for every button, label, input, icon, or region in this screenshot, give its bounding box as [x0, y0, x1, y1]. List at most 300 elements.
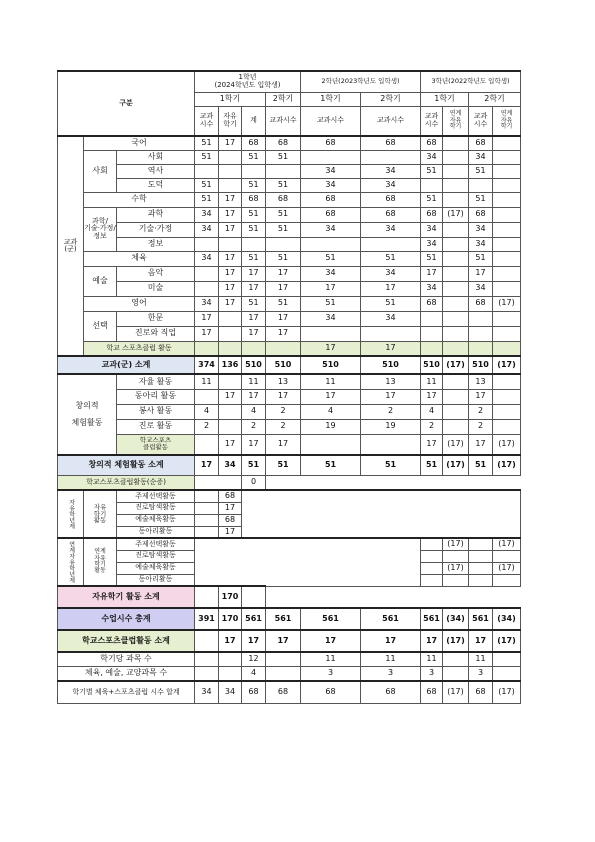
cell-club-subtotal-4: 17 [301, 630, 361, 652]
cell-jinro-1 [219, 419, 242, 434]
row-label-bongsa: 봉사 활동 [117, 404, 195, 419]
cell-career-2: 17 [242, 326, 266, 341]
cell-hanmun-0: 17 [195, 311, 219, 326]
cell-jinro-6: 2 [421, 419, 443, 434]
cell-gyogwa-subtotal-7: (17) [443, 356, 469, 374]
cell-korean-5: 68 [361, 136, 421, 150]
cell-gyogwa-subtotal-3: 510 [266, 356, 301, 374]
row-label-career: 진로와 직업 [117, 326, 195, 341]
group-arts: 예술 [84, 266, 117, 296]
cell-math-5: 68 [361, 192, 421, 207]
cell-jayu-art: 68 [219, 514, 242, 526]
row-label-jayu-subtotal: 자유학기 활동 소계 [58, 586, 195, 608]
cell-gyogwa-subtotal-4: 510 [301, 356, 361, 374]
cell-club-7 [443, 341, 469, 356]
cell-total-hours-5: 561 [361, 608, 421, 630]
row-label-subjects-per-sem: 학기당 과목 수 [58, 652, 195, 666]
cell-yeongye-art-s1: (17) [443, 562, 469, 574]
cell-career-1 [219, 326, 242, 341]
cell-club-subtotal-6: 17 [421, 630, 443, 652]
cell-hanmun-5: 34 [361, 311, 421, 326]
cell-subjects-per-sem-6: 11 [421, 652, 443, 666]
cell-english-5: 51 [361, 296, 421, 311]
cell-jayu-career: 17 [219, 502, 242, 514]
cell-pe-club-total-5: 68 [361, 681, 421, 703]
cell-science-3: 51 [266, 207, 301, 222]
cell-changui-subtotal-8: 51 [469, 455, 493, 475]
h-g3s2-gyogwa: 교과 시수 [469, 106, 493, 136]
row-label-pe-club-total: 학기별 체육+스포츠클럽 시수 합계 [58, 681, 195, 703]
row-label-english: 영어 [84, 296, 195, 311]
cell-subjects-per-sem-3 [266, 652, 301, 666]
cell-pe-art-count-0 [195, 666, 219, 681]
header-grade3: 3학년(2022학년도 입학생) [421, 71, 521, 92]
cell-changui-subtotal-9: (17) [493, 455, 521, 475]
cell-history-1 [219, 164, 242, 178]
cell-pe-8: 51 [469, 251, 493, 266]
cell-art-4: 17 [301, 281, 361, 296]
cell-jaeul-7 [443, 374, 469, 389]
row-label-jayu-art: 예술체육활동 [117, 514, 195, 526]
cell-bongsa-5: 2 [361, 404, 421, 419]
cell-english-3: 51 [266, 296, 301, 311]
g1-sem1: 1학기 [195, 92, 266, 106]
row-label-jinro: 진로 활동 [117, 419, 195, 434]
cell-club-subtotal-9: (17) [493, 630, 521, 652]
cell-subjects-per-sem-5: 11 [361, 652, 421, 666]
cell-yeongye-topic-s1: (17) [443, 538, 469, 550]
cell-pe-art-count-6: 3 [421, 666, 443, 681]
cell-social-2: 51 [242, 150, 266, 164]
cell-ethics-2: 51 [242, 178, 266, 192]
cell-gyogwa-subtotal-9: (17) [493, 356, 521, 374]
cell-social-6: 34 [421, 150, 443, 164]
group-gyogwa: 교과 (군) [58, 136, 84, 356]
cell-total-hours-9: (34) [493, 608, 521, 630]
cell-history-7 [443, 164, 469, 178]
cell-ethics-4: 34 [301, 178, 361, 192]
cell-pe-club-total-0: 34 [195, 681, 219, 703]
cell-dongari-6: 17 [421, 389, 443, 404]
row-label-yeongye-club: 동아리활동 [117, 574, 195, 586]
cell-science-8: 68 [469, 207, 493, 222]
cell-bongsa-7 [443, 404, 469, 419]
cell-pe-club-total-7: (17) [443, 681, 469, 703]
cell-info-1 [219, 237, 242, 251]
cell-art-5: 17 [361, 281, 421, 296]
cell-ethics-5: 34 [361, 178, 421, 192]
cell-info-9 [493, 237, 521, 251]
h-g3s2-yeongye: 연계 자유 학기 [493, 106, 521, 136]
h-g1s1-gyogwa: 교과 시수 [195, 106, 219, 136]
cell-korean-0: 51 [195, 136, 219, 150]
cell-english-8: 68 [469, 296, 493, 311]
cell-dongari-0 [195, 389, 219, 404]
cell-ethics-0: 51 [195, 178, 219, 192]
cell-jinro-2: 2 [242, 419, 266, 434]
cell-changui-subtotal-7: (17) [443, 455, 469, 475]
row-label-club-subtotal: 학교스포츠클럽활동 소계 [58, 630, 195, 652]
cell-changui-subtotal-4: 51 [301, 455, 361, 475]
cell-jinro-3: 2 [266, 419, 301, 434]
cell-pe-club-total-3: 68 [266, 681, 301, 703]
row-label-social: 사회 [117, 150, 195, 164]
cell-pe-club-total-2: 68 [242, 681, 266, 703]
cell-music-0 [195, 266, 219, 281]
row-label-club-sunjung: 학교스포츠클럽활동(순증) [58, 475, 195, 490]
cell-ethics-6 [421, 178, 443, 192]
cell-career-4 [301, 326, 361, 341]
row-label-gyogwa-subtotal: 교과(군) 소계 [58, 356, 195, 374]
cell-history-8: 51 [469, 164, 493, 178]
cell-club2-7: (17) [443, 434, 469, 455]
cell-jaeul-1 [219, 374, 242, 389]
row-label-music: 음악 [117, 266, 195, 281]
cell-changui-subtotal-1: 34 [219, 455, 242, 475]
cell-korean-3: 68 [266, 136, 301, 150]
curriculum-table [57, 70, 521, 704]
cell-jinro-0: 2 [195, 419, 219, 434]
cell-pe-0: 34 [195, 251, 219, 266]
group-changui: 창의적 체험활동 [58, 374, 117, 455]
h-g2s2: 교과시수 [361, 106, 421, 136]
cell-history-0 [195, 164, 219, 178]
cell-jinro-5: 19 [361, 419, 421, 434]
cell-science-4: 68 [301, 207, 361, 222]
cell-science-6: 68 [421, 207, 443, 222]
cell-pe-art-count-9 [493, 666, 521, 681]
cell-subjects-per-sem-4: 11 [301, 652, 361, 666]
cell-social-4 [301, 150, 361, 164]
cell-pe-club-total-8: 68 [469, 681, 493, 703]
cell-math-4: 68 [301, 192, 361, 207]
cell-ethics-9 [493, 178, 521, 192]
cell-yeongye-topic-s2: (17) [493, 538, 521, 550]
cell-tech-2: 51 [242, 222, 266, 237]
group-yeongye-act: 연계 자유 학기 활동 [84, 538, 117, 586]
cell-info-0 [195, 237, 219, 251]
cell-changui-subtotal-2: 51 [242, 455, 266, 475]
cell-changui-subtotal-3: 51 [266, 455, 301, 475]
cell-history-5: 34 [361, 164, 421, 178]
row-label-history: 역사 [117, 164, 195, 178]
row-label-changui-subtotal: 창의적 체험활동 소계 [58, 455, 195, 475]
row-label-hanmun: 한문 [117, 311, 195, 326]
cell-club-5: 17 [361, 341, 421, 356]
cell-korean-1: 17 [219, 136, 242, 150]
cell-info-7 [443, 237, 469, 251]
cell-social-5 [361, 150, 421, 164]
cell-bongsa-9 [493, 404, 521, 419]
cell-club2-4 [301, 434, 361, 455]
h-g1s1-jayu: 자유 학기 [219, 106, 242, 136]
cell-club-8 [469, 341, 493, 356]
cell-jinro-8: 2 [469, 419, 493, 434]
cell-pe-art-count-7 [443, 666, 469, 681]
cell-jaeul-4: 11 [301, 374, 361, 389]
cell-english-7 [443, 296, 469, 311]
cell-social-0: 51 [195, 150, 219, 164]
cell-social-1 [219, 150, 242, 164]
cell-pe-art-count-2: 4 [242, 666, 266, 681]
cell-bongsa-3: 2 [266, 404, 301, 419]
cell-jinro-9 [493, 419, 521, 434]
cell-korean-6: 68 [421, 136, 443, 150]
cell-jaeul-6: 11 [421, 374, 443, 389]
cell-club-0 [195, 341, 219, 356]
row-label-jayu-topic: 주제선택활동 [117, 490, 195, 502]
cell-math-0: 51 [195, 192, 219, 207]
cell-science-1: 17 [219, 207, 242, 222]
h-g3s1-yeongye: 연계 자유 학기 [443, 106, 469, 136]
cell-tech-0: 34 [195, 222, 219, 237]
cell-gyogwa-subtotal-2: 510 [242, 356, 266, 374]
cell-club2-9: (17) [493, 434, 521, 455]
cell-tech-4: 34 [301, 222, 361, 237]
cell-subjects-per-sem-0 [195, 652, 219, 666]
cell-club-6 [421, 341, 443, 356]
cell-club-subtotal-1: 17 [219, 630, 242, 652]
cell-tech-8: 34 [469, 222, 493, 237]
cell-hanmun-9 [493, 311, 521, 326]
row-label-korean: 국어 [84, 136, 195, 150]
cell-bongsa-6: 4 [421, 404, 443, 419]
cell-total-hours-0: 391 [195, 608, 219, 630]
cell-tech-5: 34 [361, 222, 421, 237]
cell-club2-5 [361, 434, 421, 455]
cell-math-2: 68 [242, 192, 266, 207]
cell-jayu-club: 17 [219, 526, 242, 538]
cell-gyogwa-subtotal-8: 510 [469, 356, 493, 374]
cell-hanmun-1 [219, 311, 242, 326]
cell-club-4: 17 [301, 341, 361, 356]
cell-dongari-5: 17 [361, 389, 421, 404]
row-label-jayu-club: 동아리활동 [117, 526, 195, 538]
cell-pe-art-count-5: 3 [361, 666, 421, 681]
row-label-math: 수학 [84, 192, 195, 207]
group-social: 사회 [84, 150, 117, 192]
cell-jaeul-2: 11 [242, 374, 266, 389]
cell-career-5 [361, 326, 421, 341]
cell-ethics-1 [219, 178, 242, 192]
cell-social-3: 51 [266, 150, 301, 164]
cell-korean-2: 68 [242, 136, 266, 150]
cell-pe-club-total-6: 68 [421, 681, 443, 703]
header-gubun: 구분 [58, 71, 195, 136]
cell-subjects-per-sem-9 [493, 652, 521, 666]
g2-sem1: 1학기 [301, 92, 361, 106]
group-jayu-act: 자유 학기 활동 [84, 490, 117, 538]
cell-jaeul-0: 11 [195, 374, 219, 389]
header-grade1: 1학년 (2024학년도 입학생) [195, 71, 301, 92]
row-label-club2: 학교스포츠 클럽활동 [117, 434, 195, 455]
cell-tech-6: 34 [421, 222, 443, 237]
cell-science-9 [493, 207, 521, 222]
cell-pe-club-total-9: (17) [493, 681, 521, 703]
cell-math-9 [493, 192, 521, 207]
cell-pe-club-total-4: 68 [301, 681, 361, 703]
cell-hanmun-6 [421, 311, 443, 326]
group-elective: 선택 [84, 311, 117, 341]
cell-history-3 [266, 164, 301, 178]
cell-english-0: 34 [195, 296, 219, 311]
cell-bongsa-1 [219, 404, 242, 419]
cell-hanmun-8 [469, 311, 493, 326]
cell-jinro-4: 19 [301, 419, 361, 434]
cell-art-2: 17 [242, 281, 266, 296]
row-label-total-hours: 수업시수 총계 [58, 608, 195, 630]
cell-korean-9 [493, 136, 521, 150]
cell-music-5: 34 [361, 266, 421, 281]
h-g1s2: 교과시수 [266, 106, 301, 136]
cell-hanmun-7 [443, 311, 469, 326]
cell-music-9 [493, 266, 521, 281]
cell-club2-8: 17 [469, 434, 493, 455]
row-label-art: 미술 [117, 281, 195, 296]
row-label-tech: 기술·가정 [117, 222, 195, 237]
cell-info-5 [361, 237, 421, 251]
cell-club-9 [493, 341, 521, 356]
cell-jayu-topic: 68 [219, 490, 242, 502]
cell-club-2 [242, 341, 266, 356]
cell-career-7 [443, 326, 469, 341]
cell-art-6: 34 [421, 281, 443, 296]
cell-pe-5: 51 [361, 251, 421, 266]
h-g3s1-gyogwa: 교과 시수 [421, 106, 443, 136]
h-g1s1-gye: 계 [242, 106, 266, 136]
cell-social-7 [443, 150, 469, 164]
cell-career-6 [421, 326, 443, 341]
cell-career-3: 17 [266, 326, 301, 341]
cell-club2-0 [195, 434, 219, 455]
g3-sem1: 1학기 [421, 92, 469, 106]
cell-subjects-per-sem-1 [219, 652, 242, 666]
cell-career-9 [493, 326, 521, 341]
cell-science-0: 34 [195, 207, 219, 222]
cell-info-6: 34 [421, 237, 443, 251]
cell-total-hours-4: 561 [301, 608, 361, 630]
cell-career-8 [469, 326, 493, 341]
row-label-science: 과학 [117, 207, 195, 222]
cell-gyogwa-subtotal-6: 510 [421, 356, 443, 374]
cell-gyogwa-subtotal-5: 510 [361, 356, 421, 374]
cell-hanmun-2: 17 [242, 311, 266, 326]
cell-tech-9 [493, 222, 521, 237]
cell-pe-4: 51 [301, 251, 361, 266]
cell-math-6: 51 [421, 192, 443, 207]
cell-art-1: 17 [219, 281, 242, 296]
cell-dongari-8: 17 [469, 389, 493, 404]
cell-korean-4: 68 [301, 136, 361, 150]
cell-gyogwa-subtotal-1: 136 [219, 356, 242, 374]
cell-music-6: 17 [421, 266, 443, 281]
cell-ethics-7 [443, 178, 469, 192]
row-label-jaeul: 자율 활동 [117, 374, 195, 389]
cell-info-8: 34 [469, 237, 493, 251]
cell-bongsa-0: 4 [195, 404, 219, 419]
cell-dongari-9 [493, 389, 521, 404]
cell-pe-9 [493, 251, 521, 266]
row-label-school-sports-club: 학교 스포츠클럽 활동 [84, 341, 195, 356]
group-science-tech-info: 과학/ 기술·가정/ 정보 [84, 207, 117, 251]
cell-pe-club-total-1: 34 [219, 681, 242, 703]
header-grade2: 2학년(2023학년도 입학생) [301, 71, 421, 92]
row-label-pe-art-count: 체육, 예술, 교양과목 수 [58, 666, 195, 681]
cell-history-6: 51 [421, 164, 443, 178]
row-label-info: 정보 [117, 237, 195, 251]
cell-club2-6: 17 [421, 434, 443, 455]
cell-music-2: 17 [242, 266, 266, 281]
cell-english-9: (17) [493, 296, 521, 311]
cell-club-subtotal-0 [195, 630, 219, 652]
g2-sem2: 2학기 [361, 92, 421, 106]
cell-club-subtotal-2: 17 [242, 630, 266, 652]
cell-music-3: 17 [266, 266, 301, 281]
cell-ethics-8 [469, 178, 493, 192]
cell-club-subtotal-8: 17 [469, 630, 493, 652]
cell-pe-6: 51 [421, 251, 443, 266]
cell-tech-7 [443, 222, 469, 237]
cell-club2-1: 17 [219, 434, 242, 455]
cell-pe-1: 17 [219, 251, 242, 266]
cell-info-4 [301, 237, 361, 251]
cell-math-7 [443, 192, 469, 207]
cell-korean-8: 68 [469, 136, 493, 150]
cell-pe-3: 51 [266, 251, 301, 266]
cell-jaeul-9 [493, 374, 521, 389]
row-label-ethics: 도덕 [117, 178, 195, 192]
cell-art-9 [493, 281, 521, 296]
cell-science-7: (17) [443, 207, 469, 222]
cell-career-0: 17 [195, 326, 219, 341]
cell-club-subtotal-5: 17 [361, 630, 421, 652]
cell-dongari-2: 17 [242, 389, 266, 404]
cell-bongsa-4: 4 [301, 404, 361, 419]
row-label-yeongye-art: 예술체육활동 [117, 562, 195, 574]
g1-sem2: 2학기 [266, 92, 301, 106]
cell-science-5: 68 [361, 207, 421, 222]
cell-total-hours-6: 561 [421, 608, 443, 630]
cell-tech-1: 17 [219, 222, 242, 237]
cell-subjects-per-sem-2: 12 [242, 652, 266, 666]
cell-jayu-subtotal: 170 [219, 586, 242, 608]
cell-art-3: 17 [266, 281, 301, 296]
cell-english-1: 17 [219, 296, 242, 311]
cell-changui-subtotal-0: 17 [195, 455, 219, 475]
cell-tech-3: 51 [266, 222, 301, 237]
cell-club-sunjung: 0 [242, 475, 266, 490]
cell-art-7 [443, 281, 469, 296]
cell-history-9 [493, 164, 521, 178]
cell-hanmun-4: 34 [301, 311, 361, 326]
cell-info-3 [266, 237, 301, 251]
row-label-jayu-career: 진로탐색활동 [117, 502, 195, 514]
cell-pe-art-count-1 [219, 666, 242, 681]
cell-total-hours-7: (34) [443, 608, 469, 630]
cell-social-8: 34 [469, 150, 493, 164]
cell-english-4: 51 [301, 296, 361, 311]
cell-subjects-per-sem-7 [443, 652, 469, 666]
cell-science-2: 51 [242, 207, 266, 222]
cell-total-hours-2: 561 [242, 608, 266, 630]
cell-dongari-3: 17 [266, 389, 301, 404]
cell-ethics-3: 51 [266, 178, 301, 192]
cell-club-1 [219, 341, 242, 356]
cell-pe-7 [443, 251, 469, 266]
cell-art-0 [195, 281, 219, 296]
cell-hanmun-3: 17 [266, 311, 301, 326]
cell-gyogwa-subtotal-0: 374 [195, 356, 219, 374]
